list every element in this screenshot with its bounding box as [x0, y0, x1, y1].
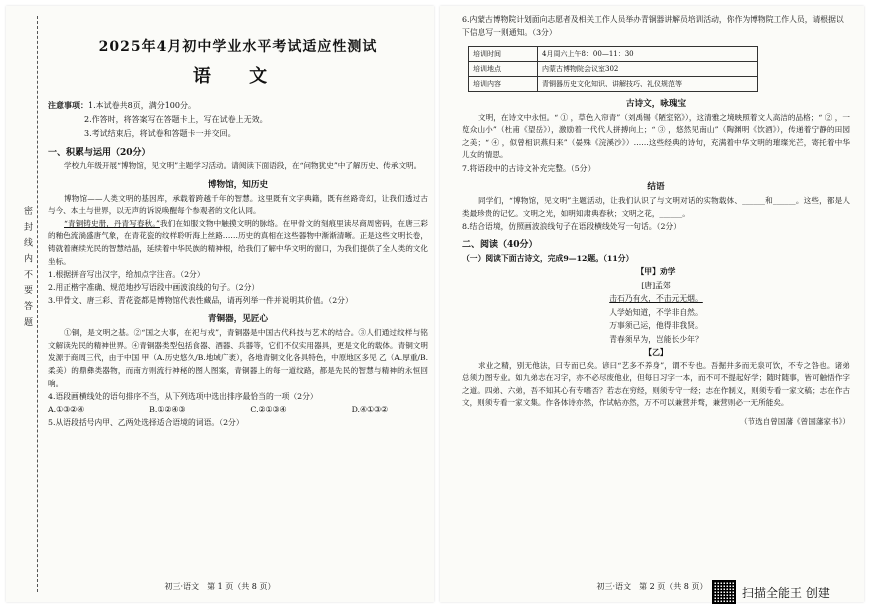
- notes-label: 注意事项：: [48, 100, 88, 110]
- poem-line: 青春须早为，岂能长少年？: [609, 334, 703, 344]
- note-3: 3.考试结束后，将试卷和答题卡一并交回。: [84, 129, 236, 138]
- conclusion-title: 结语: [647, 181, 665, 192]
- section-1-heading: 一、积累与运用（20分）: [48, 148, 151, 158]
- scanner-watermark-text: 扫描全能王 创建: [742, 585, 830, 600]
- table-value: 4月周六上午8：00—11：30: [538, 46, 758, 61]
- page-2-footer: 初三·语文 第 2 页（共 8 页）: [596, 582, 708, 591]
- question-4: 4.语段画横线处的语句排序不当，从下列选项中选出排序最恰当的一项（2分）: [48, 392, 318, 402]
- exam-page-1: [6, 6, 434, 602]
- exam-title: 2025年4月初中学业水平考试适应性测试: [98, 39, 378, 55]
- option-d: D.④①③②: [351, 405, 388, 415]
- article-2-paragraph: ①铜，是文明之基。②“国之大事，在祀与戎”，青铜器是中国古代科技与艺术的结合。③人们通过纹样与铭文解读先民的精神世界。④青铜器类型包括食器、酒器、兵器等，它们不仅实用器具，更是文化的载体。青铜文明发源于商周三代，由于中国 甲（A.历史悠久/B.地域广袤），各地青铜文化各具特色，中原地区多见 乙（A.厚重/B.柔美）的鼎彝类器物，而南方则流行神秘的图人图案，青铜器上的每一道纹路，都是先民的智慧与精神的永恒回响。: [48, 328, 428, 388]
- wavy-sentence: “青铜铸史册，丹青写春秋。”: [64, 218, 160, 228]
- poem-jia-author: [唐]孟郊: [641, 280, 671, 290]
- question-7: 7.将语段中的古诗文补充完整。（5分）: [462, 163, 596, 173]
- question-5: 5.从语段括号内甲、乙两处选择适合语境的词语。（2分）: [48, 418, 244, 428]
- poem-line: 人学始知道，不学非自然。: [609, 307, 703, 317]
- question-3: 3.甲骨文、唐三彩、青花瓷都是博物馆代表性藏品，请再列举一件并说明其价值。（2分）: [48, 296, 353, 306]
- option-b: B.①②④③: [149, 405, 186, 415]
- page-1-content: [48, 6, 428, 429]
- note-2: 2.作答时，将答案写在答题卡上，写在试卷上无效。: [84, 115, 268, 124]
- table-key: 培训时间: [469, 46, 538, 61]
- intro-paragraph: 学校九年级开展“博物馆，见文明”主题学习活动。请阅读下面语段，在“问物犹史”中了解历史、传承文明。: [64, 161, 422, 170]
- table-key: 培训地点: [469, 61, 538, 76]
- reading-subsection-heading: （一）阅读下面古诗文，完成9—12题。（11分）: [462, 254, 634, 264]
- poem-line: 万事须己运，他得非我贤。: [609, 321, 703, 331]
- option-c: C.②①③④: [250, 405, 287, 415]
- poem-section-title: 古诗文，咏瑰宝: [625, 98, 687, 109]
- page-2-content: [462, 6, 850, 427]
- poem-line: 击石乃有火，不击元无烟。: [609, 294, 703, 304]
- article-1-paragraph-2: [48, 218, 428, 268]
- question-1: 1.根据拼音写出汉字，给加点字注音。（2分）: [48, 270, 205, 280]
- subject-title: 语 文: [192, 66, 284, 87]
- table-key: 培训内容: [469, 76, 538, 91]
- binding-dashed-line: [37, 16, 38, 592]
- section-2-heading: 二、阅读（40分）: [462, 240, 538, 251]
- training-info-table: [468, 46, 758, 92]
- notes-block: [48, 98, 428, 141]
- table-row: [469, 76, 758, 91]
- option-a: A.①③②④: [48, 405, 85, 415]
- question-2: 2.用正楷字准确、规范地抄写语段中画波浪线的句子。（2分）: [48, 283, 260, 293]
- conclusion-paragraph: 同学们，“博物馆，见文明”主题活动，让我们认识了与文明对话的实物载体、______和______。这些，都是人类最珍贵的记忆。文明之光，如明知肃典春秋；文明之花，______。: [462, 195, 850, 218]
- article-1-paragraph-2-text: 我们在如服文物中触摸文明的脉络。在甲骨文的刻痕里读尽商周密码，在唐三彩的釉色流淌盛唐气象，在青花瓷的纹样聆听海上丝路……历史的真相在这些器物中渐渐清晰。正是这些文明长卷，铸就着赓续光民的智慧结晶，延续着中华民族的精神根，给我们了解中华文明的窗口，为我们提供了全人类的文化坐标。: [48, 218, 428, 266]
- table-value: 青铜器历史文化知识、讲解技巧、礼仪规范等: [538, 76, 758, 91]
- question-4-options: [48, 403, 428, 416]
- binding-text: 密 封 线 内 不 要 答 题: [22, 206, 32, 329]
- qr-code-icon: [712, 580, 736, 604]
- table-row: [469, 61, 758, 76]
- poem-paragraph: 文明，在诗文中永恒。“ ① ，草色入帘青”（刘禹锡《陋室铭》），这清雅之境映照着文人高洁的品格；“ ② ，一览众山小”（杜甫《望岳》），激励着一代代人拼搏向上；“ ③ ，悠然见南山”（陶渊明《饮酒》），传递着宁静的田园之美；“ ④ ，似曾相识燕归来”（晏殊《浣溪沙》）……这些经典的诗句，充满着中华文明的璀璨光芒，寄托着中华儿女的情思。: [462, 112, 850, 160]
- scanner-watermark: [712, 580, 864, 604]
- question-6: 6.内蒙古博物院计划面向志愿者及相关工作人员举办青铜器讲解员培训活动，你作为博物院工作人员，请根据以下信息写一则通知。（3分）: [462, 15, 844, 37]
- table-row: [469, 46, 758, 61]
- passage-yi-source: （节选自曾国藩《曾国藩家书》）: [739, 417, 850, 427]
- passage-yi-text: 求业之精，别无他法，曰专而已矣。谚曰“艺多不养身”，谓不专也。吾掘井多而无泉可饮，不专之咎也。诸弟总须力图专业。如九弟志在习字，亦不必尽废他业，但每日习字一本，而不可不提起好学；随时随事，皆可触悟作字之道。四弟、六弟，吾不知其心有专嗜否？若志在穷经，则须专守一经；志在作制义，则须专看一家文稿；志在作古文，则须专看一家文集。作各体诗亦然，作试帖亦然，万不可以兼营并骛，兼营则必一无所能矣。: [462, 360, 850, 408]
- exam-page-2: [440, 6, 864, 602]
- article-1-paragraph-1: 博物馆——人类文明的基因库，承载着跨越千年的智慧。这里既有文字典籍，既有丝路奇幻，让我们透过古与今、本土与世界，以无声的诉说唤醒每个参观者的文化认同。: [48, 193, 428, 216]
- question-8: 8.结合语境，仿照画波浪线句子在语段横线处写一句话。（2分）: [462, 222, 682, 232]
- poem-jia: [462, 265, 850, 360]
- article-1-title: 博物馆，知历史: [207, 179, 269, 190]
- table-value: 内蒙古博物院会议室302: [538, 61, 758, 76]
- page-1-footer: 初三·语文 第 1 页（共 8 页）: [164, 582, 276, 591]
- article-2-title: 青铜器，见匠心: [207, 314, 269, 325]
- binding-strip: [6, 6, 46, 602]
- note-1: 1.本试卷共8页，满分100分。: [88, 101, 196, 110]
- poem-jia-title: 【甲】劝学: [636, 267, 676, 277]
- passage-yi-title: 【乙】: [644, 348, 668, 358]
